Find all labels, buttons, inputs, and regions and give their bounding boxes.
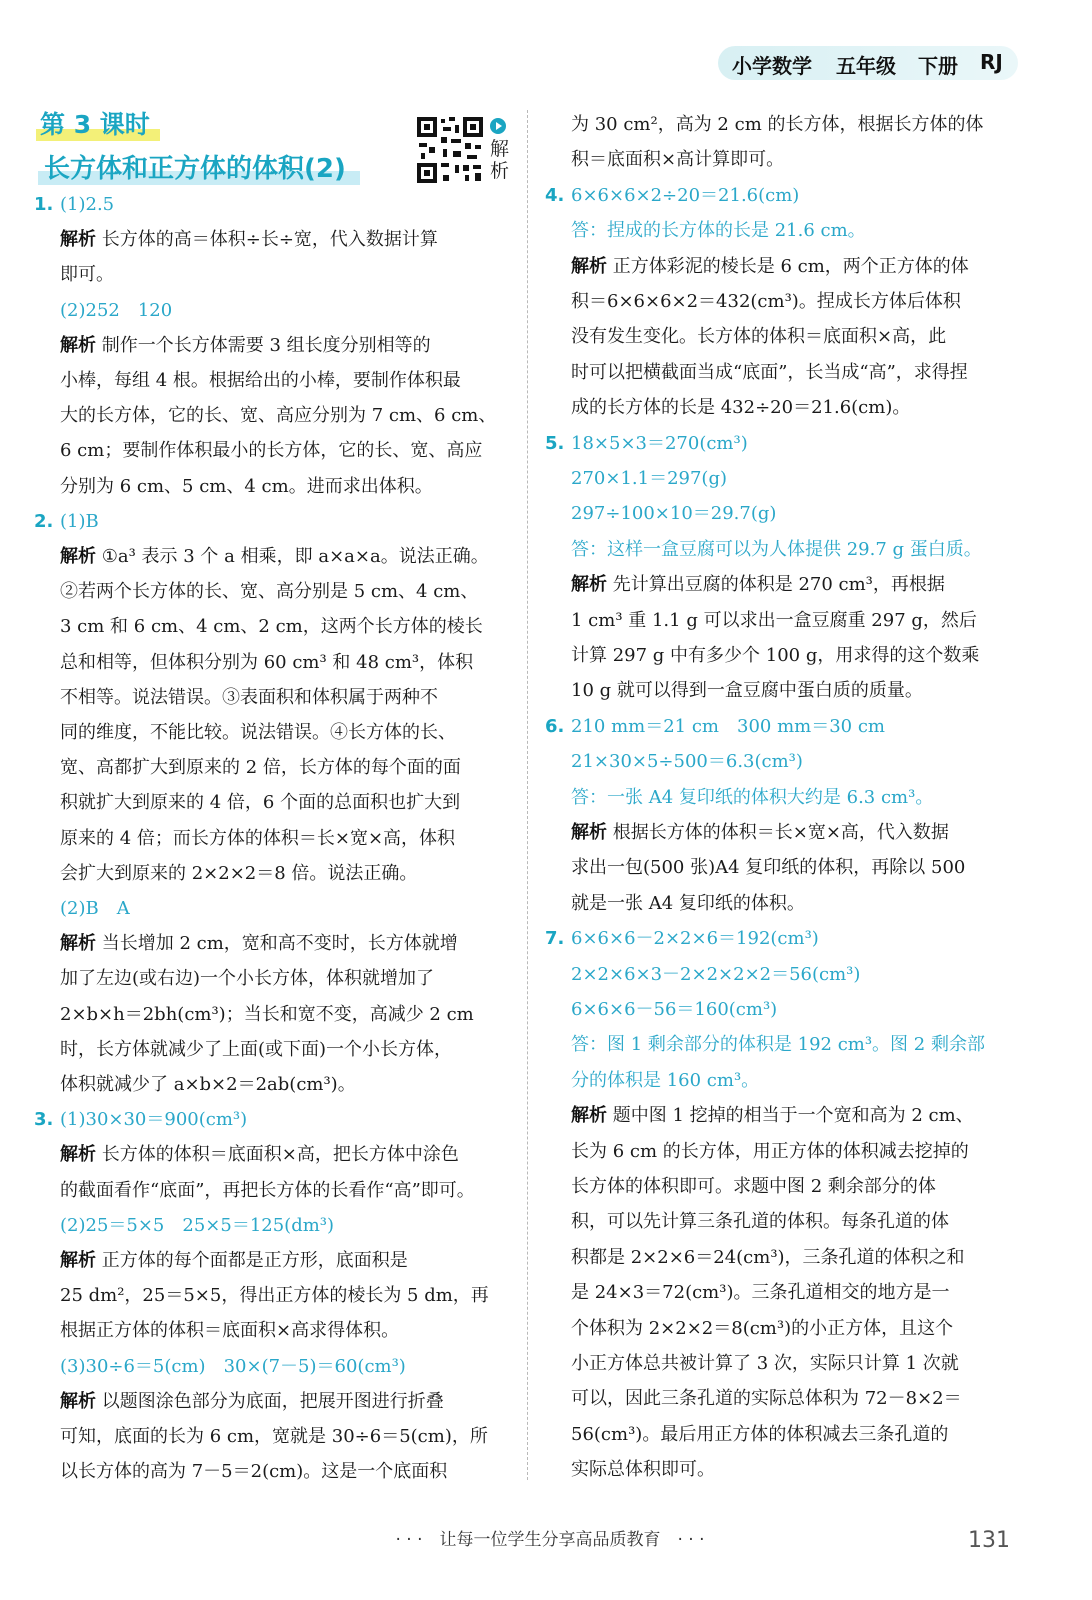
line-text: 原来的 4 倍；而长方体的体积＝长×宽×高，体积 [60, 827, 456, 849]
text-line [571, 113, 983, 137]
line-text: 根据长方体的体积＝长×宽×高，代入数据 [612, 822, 949, 843]
line-text: 成的长方体的长是 432÷20＝21.6(cm)。 [571, 397, 911, 419]
line-text: (1)30×30＝900(cm³) [60, 1109, 248, 1131]
question-number: 5. [545, 432, 565, 454]
text-line [60, 475, 433, 499]
text-line [60, 1284, 489, 1308]
line-text: 分别为 6 cm、5 cm、4 cm。进而求出体积。 [60, 475, 433, 497]
question-number: 6. [545, 715, 565, 737]
analysis-label: 解析 [571, 574, 607, 596]
analysis-label: 解析 [60, 1144, 96, 1166]
line-text: 可知，底面的长为 6 cm，宽就是 30÷6＝5(cm)，所 [60, 1426, 488, 1447]
footer-slogan: · · · 让每一位学生分享高品质教育 · · · [395, 1530, 705, 1550]
text-line [545, 715, 885, 739]
text-line [60, 1214, 334, 1238]
text-line [60, 299, 172, 323]
question-number: 7. [545, 928, 565, 950]
text-line [34, 1108, 247, 1132]
text-line [60, 228, 438, 252]
line-text: (2)252 120 [60, 299, 173, 321]
text-line [60, 1355, 406, 1379]
qr-label: 解 析 [490, 118, 514, 182]
line-text: 2×b×h＝2bh(cm³)；当长和宽不变，高减少 2 cm [60, 1003, 474, 1025]
line-text: 10 g 就可以得到一盒豆腐中蛋白质的质量。 [571, 680, 923, 702]
text-line [571, 1175, 936, 1199]
line-text: 2×2×6×3－2×2×2×2＝56(cm³) [571, 963, 861, 985]
line-text: 长方体的高＝体积÷长÷宽，代入数据计算 [101, 229, 438, 251]
text-line [571, 963, 860, 987]
header-edition: RJ [980, 50, 1003, 74]
line-text: 积＝6×6×6×2＝432(cm³)。捏成长方体后体积 [571, 291, 961, 312]
line-text: 小正方体总共被计算了 3 次，实际只计算 1 次就 [571, 1353, 959, 1374]
qr-code-icon[interactable] [415, 115, 485, 185]
question-number: 4. [545, 184, 565, 206]
line-text: 当长增加 2 cm，宽和高不变时，长方体就增 [101, 933, 458, 955]
text-line [571, 219, 866, 243]
line-text: 可以，因此三条孔道的实际总体积为 72－8×2＝ [571, 1388, 962, 1410]
line-text: 积，可以先计算三条孔道的体积。每条孔道的体 [571, 1211, 949, 1233]
line-text: 先计算出豆腐的体积是 270 cm³，再根据 [612, 574, 945, 596]
question-number: 3. [34, 1109, 54, 1131]
line-text: 1 cm³ 重 1.1 g 可以求出一盒豆腐重 297 g，然后 [571, 609, 977, 631]
text-line [60, 721, 456, 745]
line-text: 不相等。说法错误。③表面积和体积属于两种不 [60, 686, 438, 708]
text-line [60, 580, 478, 604]
text-line [571, 1140, 969, 1164]
line-text: 长方体的体积即可。求题中图 2 剩余部分的体 [571, 1176, 936, 1197]
text-line [571, 361, 968, 385]
line-text: 求出一包(500 张)A4 复印纸的体积，再除以 500 [571, 857, 966, 879]
line-text: 没有发生变化。长方体的体积＝底面积×高，此 [571, 326, 947, 348]
text-line [571, 1104, 974, 1128]
line-text: 答：这样一盒豆腐可以为人体提供 29.7 g 蛋白质。 [571, 538, 982, 560]
line-text: 3 cm 和 6 cm、4 cm、2 cm，这两个长方体的棱长 [60, 616, 483, 638]
line-text: 积就扩大到原来的 4 倍，6 个面的总面积也扩大到 [60, 792, 461, 814]
line-text: 大的长方体，它的长、宽、高应分别为 7 cm、6 cm、 [60, 405, 497, 427]
line-text: 长方体的体积＝底面积×高，把长方体中涂色 [101, 1144, 459, 1166]
line-text: 实际总体积即可。 [571, 1459, 715, 1481]
line-text: 答：捏成的长方体的长是 21.6 cm。 [571, 220, 866, 242]
line-text: (2)25＝5×5 25×5＝125(dm³) [60, 1214, 335, 1236]
text-line [571, 290, 961, 314]
text-line [571, 1210, 949, 1234]
line-text: 6 cm；要制作体积最小的长方体，它的长、宽、高应 [60, 440, 483, 462]
text-line [60, 862, 417, 886]
line-text: 计算 297 g 中有多少个 100 g，用求得的这个数乘 [571, 645, 980, 666]
text-line [571, 786, 933, 810]
line-text: 制作一个长方体需要 3 组长度分别相等的 [101, 334, 431, 356]
text-line [60, 756, 461, 780]
line-text: 加了左边(或右边)一个小长方体，体积就增加了 [60, 968, 435, 990]
text-line [571, 821, 949, 845]
text-line [571, 998, 777, 1022]
analysis-label: 解析 [60, 546, 96, 567]
line-text: 18×5×3＝270(cm³) [571, 432, 748, 454]
text-line [60, 545, 489, 569]
line-text: 答：一张 A4 复印纸的体积大约是 6.3 cm³。 [571, 786, 934, 808]
text-line [571, 1352, 959, 1376]
line-text: 个体积为 2×2×2＝8(cm³)的小正方体，且这个 [571, 1317, 954, 1339]
text-line [60, 404, 496, 428]
line-text: 即可。 [60, 264, 114, 286]
text-line [571, 750, 803, 774]
analysis-label: 解析 [60, 334, 96, 356]
text-line [545, 927, 819, 951]
text-line [60, 791, 460, 815]
line-text: 宽、高都扩大到原来的 2 倍，长方体的每个面的面 [60, 757, 461, 779]
column-divider [527, 110, 528, 1480]
text-line [571, 502, 776, 526]
text-line [571, 573, 945, 597]
text-line [60, 1249, 408, 1273]
text-line [571, 1069, 759, 1093]
line-text: 题中图 1 挖掉的相当于一个宽和高为 2 cm、 [612, 1105, 974, 1127]
text-line [571, 892, 805, 916]
line-text: 就是一张 A4 复印纸的体积。 [571, 892, 805, 914]
line-text: 以题图涂色部分为底面，把展开图进行折叠 [101, 1390, 444, 1412]
text-line [60, 1038, 452, 1062]
line-text: 为 30 cm²，高为 2 cm 的长方体，根据长方体的体 [571, 114, 984, 135]
line-text: (2)B A [60, 898, 130, 919]
line-text: (1)2.5 [60, 194, 115, 215]
line-text: 21×30×5÷500＝6.3(cm³) [571, 751, 803, 773]
text-line [60, 615, 483, 639]
text-line [60, 1319, 399, 1343]
text-line [571, 644, 979, 668]
analysis-label: 解析 [60, 1390, 96, 1412]
line-text: 56(cm³)。最后用正方体的体积减去三条孔道的 [571, 1423, 949, 1445]
question-number: 1. [34, 194, 54, 215]
line-text: 会扩大到原来的 2×2×2＝8 倍。说法正确。 [60, 862, 418, 884]
text-line [571, 1281, 949, 1305]
text-line [60, 1003, 474, 1027]
line-text: 正方体彩泥的棱长是 6 cm，两个正方体的体 [612, 255, 969, 277]
line-text: 答：图 1 剩余部分的体积是 192 cm³。图 2 剩余部 [571, 1034, 985, 1056]
analysis-label: 解析 [571, 822, 607, 843]
line-text: 6×6×6－2×2×6＝192(cm³) [571, 928, 819, 950]
line-text: 根据正方体的体积＝底面积×高求得体积。 [60, 1320, 400, 1342]
text-line [60, 439, 482, 463]
page-number: 131 [968, 1528, 1010, 1553]
text-line [60, 651, 473, 675]
text-line [34, 510, 99, 534]
line-text: ①a³ 表示 3 个 a 相乘，即 a×a×a。说法正确。 [101, 546, 489, 567]
text-line [60, 1143, 459, 1167]
text-line [60, 932, 458, 956]
text-line [571, 148, 784, 172]
text-line [60, 1425, 488, 1449]
analysis-label: 解析 [571, 1105, 607, 1127]
analysis-label: 解析 [60, 933, 96, 955]
text-line [571, 255, 969, 279]
text-line [60, 686, 438, 710]
line-text: 积＝底面积×高计算即可。 [571, 149, 785, 171]
line-text: 时，长方体就减少了上面(或下面)一个小长方体， [60, 1038, 453, 1060]
text-line [60, 1390, 444, 1414]
line-text: 总和相等，但体积分别为 60 cm³ 和 48 cm³，体积 [60, 651, 474, 673]
play-icon[interactable] [490, 118, 506, 134]
text-line [571, 856, 965, 880]
lesson-title: 长方体和正方体的体积(2) [44, 148, 346, 185]
text-line [34, 193, 114, 217]
text-line [571, 1033, 985, 1057]
line-text: 以长方体的高为 7－5＝2(cm)。这是一个底面积 [60, 1461, 448, 1483]
text-line [571, 1317, 953, 1341]
header-subject: 小学数学 [732, 54, 812, 78]
text-line [60, 263, 114, 287]
line-text: 25 dm²，25＝5×5，得出正方体的棱长为 5 dm，再 [60, 1285, 489, 1307]
lesson-label: 第 3 课时 [40, 105, 150, 141]
text-line [571, 396, 910, 420]
line-text: (3)30÷6＝5(cm) 30×(7－5)＝60(cm³) [60, 1355, 406, 1377]
line-text: 的截面看作“底面”，再把长方体的长看作“高”即可。 [60, 1179, 475, 1201]
line-text: 6×6×6×2÷20＝21.6(cm) [571, 184, 800, 206]
text-line [60, 1179, 475, 1203]
line-text: 小棒，每组 4 根。根据给出的小棒，要制作体积最 [60, 370, 461, 391]
text-line [545, 184, 799, 208]
analysis-label: 解析 [60, 229, 96, 251]
analysis-label: 解析 [571, 255, 607, 277]
text-line [60, 967, 434, 991]
text-line [571, 1387, 962, 1411]
header-bar [718, 46, 1018, 80]
line-text: 长为 6 cm 的长方体，用正方体的体积减去挖掉的 [571, 1140, 969, 1162]
line-text: ②若两个长方体的长、宽、高分别是 5 cm、4 cm、 [60, 581, 479, 603]
line-text: 297÷100×10＝29.7(g) [571, 503, 777, 525]
text-line [60, 369, 461, 393]
text-line [60, 897, 130, 921]
line-text: 体积就减少了 a×b×2＝2ab(cm³)。 [60, 1074, 356, 1095]
line-text: 正方体的每个面都是正方形，底面积是 [101, 1250, 408, 1271]
analysis-label: 解析 [60, 1250, 96, 1271]
line-text: 210 mm＝21 cm 300 mm＝30 cm [571, 715, 885, 737]
header-volume: 下册 [918, 54, 958, 78]
line-text: 270×1.1＝297(g) [571, 468, 727, 489]
line-text: 积都是 2×2×6＝24(cm³)，三条孔道的体积之和 [571, 1246, 965, 1268]
line-text: 分的体积是 160 cm³。 [571, 1069, 760, 1091]
text-line [571, 467, 727, 491]
line-text: 6×6×6－56＝160(cm³) [571, 999, 778, 1020]
header-grade: 五年级 [836, 54, 896, 78]
text-line [571, 1458, 715, 1482]
text-line [571, 609, 977, 633]
text-line [60, 827, 455, 851]
question-number: 2. [34, 510, 54, 532]
line-text: 同的维度，不能比较。说法错误。④长方体的长、 [60, 722, 456, 743]
text-line [571, 679, 923, 703]
text-line [571, 325, 946, 349]
text-line [571, 1246, 965, 1270]
text-line [571, 1423, 948, 1447]
text-line [60, 334, 431, 358]
text-line [60, 1073, 356, 1097]
line-text: 时可以把横截面当成“底面”，长当成“高”，求得捏 [571, 361, 968, 383]
line-text: (1)B [60, 510, 99, 532]
text-line [60, 1460, 447, 1484]
text-line [571, 538, 982, 562]
text-line [545, 432, 748, 456]
line-text: 是 24×3＝72(cm³)。三条孔道相交的地方是一 [571, 1282, 950, 1304]
